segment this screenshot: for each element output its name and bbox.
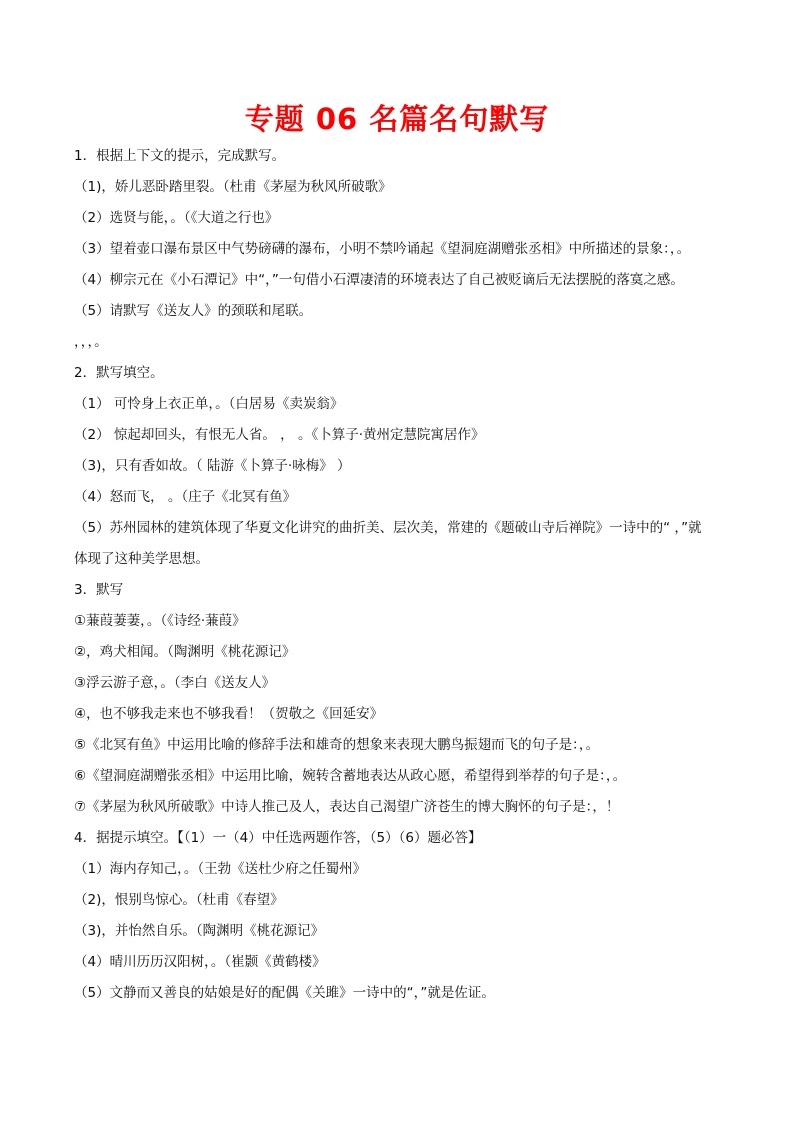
question-2-stem: 2．默写填空。 [74, 365, 164, 381]
question-4-item-3: （3)，并怡然自乐。（陶渊明《桃花源记》 [74, 923, 325, 939]
question-2-item-5: （5）苏州园林的建筑体现了华夏文化讲究的曲折美、层次美，常建的《题破山寺后禅院》一诗中的“ ，”就 [74, 520, 702, 536]
question-3-item-4: ④，也不够我走来也不够我看！（贺敬之《回延安》 [74, 706, 384, 722]
question-1-item-2: （2）选贤与能，。（《大道之行也》 [74, 210, 279, 226]
question-3-item-7: ⑦《茅屋为秋风所破歌》中诗人推己及人，表达自己渴望广济苍生的博大胸怀的句子是：，！ [74, 799, 620, 815]
question-3-item-3: ③浮云游子意，。（李白《送友人》 [74, 675, 276, 691]
question-1-item-5: （5）请默写《送友人》的颈联和尾联。 [74, 303, 313, 319]
question-4-item-1: （1）海内存知己，。（王勃《送杜少府之任蜀州》 [74, 861, 367, 877]
question-4-stem: 4．据提示填空。【（1）一（4）中任选两题作答，（5）（6）题必答】 [74, 830, 482, 846]
question-2-item-2: （2） 惊起却回头，有恨无人省。 ， 。《卜算子·黄州定慧院寓居作》 [74, 427, 485, 443]
question-2-item-5-cont: 体现了这种美学思想。 [74, 551, 209, 567]
question-2-item-3: （3)，只有香如故。（ 陆游《卜算子·咏梅》 ） [74, 458, 351, 474]
question-4-item-5: （5）文静而又善良的姑娘是好的配偶《关雎》一诗中的“，”就是佐证。 [74, 985, 495, 1001]
question-1-answer-line: ，，，。 [74, 334, 108, 350]
question-1-item-4: （4）柳宗元在《小石潭记》中“，”一句借小石潭凄清的环境表达了自己被贬谪后无法摆脱的落寞之感。 [74, 272, 684, 288]
question-1-stem: 1．根据上下文的提示，完成默写。 [74, 148, 286, 164]
question-4-item-2: （2)，恨别鸟惊心。（杜甫《春望》 [74, 892, 284, 908]
question-2-item-1: （1） 可怜身上衣正单，。（白居易《卖炭翁》 [74, 396, 344, 412]
question-1-item-1: （1)，娇儿恶卧踏里裂。（杜甫《茅屋为秋风所破歌》 [74, 179, 392, 195]
question-3-stem: 3．默写 [74, 582, 124, 598]
question-2-item-4: （4）怒而飞， 。（庄子《北冥有鱼》 [74, 489, 297, 505]
question-1-item-3: （3）望着壶口瀑布景区中气势磅礴的瀑布，小明不禁吟诵起《望洞庭湖赠张丞相》中所描述的景象：，。 [74, 241, 691, 257]
question-3-item-2: ②，鸡犬相闻。（陶渊明《桃花源记》 [74, 644, 296, 660]
question-3-item-5: ⑤《北冥有鱼》中运用比喻的修辞手法和雄奇的想象来表现大鹏鸟振翅而飞的句子是：，。 [74, 737, 600, 753]
page-title: 专题 06 名篇名句默写 [244, 102, 550, 136]
question-3-item-6: ⑥《望洞庭湖赠张丞相》中运用比喻，婉转含蓄地表达从政心愿，希望得到举荐的句子是：，。 [74, 768, 627, 784]
question-3-item-1: ①蒹葭萋萋，。（《诗经·蒹葭》 [74, 613, 246, 629]
question-4-item-4: （4）晴川历历汉阳树，。（崔颢《黄鹤楼》 [74, 954, 326, 970]
